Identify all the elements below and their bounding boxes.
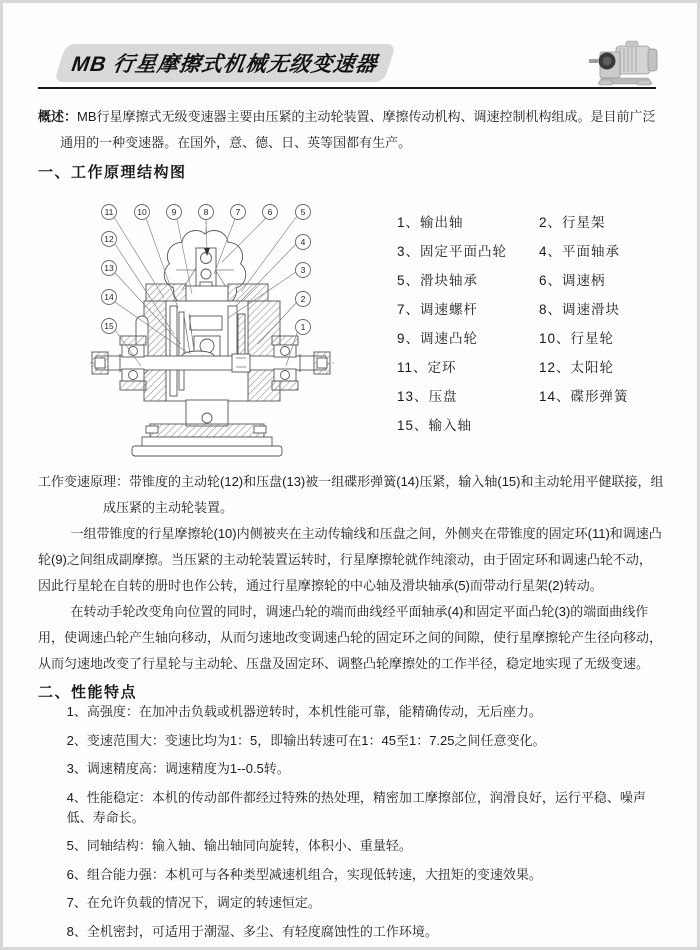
svg-text:1: 1: [300, 322, 306, 332]
svg-text:8: 8: [203, 207, 209, 217]
callout-12: [102, 232, 117, 247]
callout-5: [296, 205, 311, 220]
part-item: 2、行星架: [539, 215, 606, 230]
part-item: 6、调速柄: [539, 273, 606, 288]
part-item: 1、输出轴: [397, 215, 464, 230]
overview-label: 概述：: [38, 109, 78, 124]
feature-item: 3、调速精度高：调速精度为1--0.5转。: [66, 761, 290, 776]
svg-text:12: 12: [104, 234, 114, 244]
callout-8: [199, 205, 214, 220]
feature-item: 7、在允许负载的情况下，调定的转速恒定。: [66, 895, 321, 910]
part-item: 9、调速凸轮: [397, 331, 479, 346]
part-item: 13、压盘: [397, 389, 458, 404]
parts-legend: [397, 214, 687, 435]
page-title: MB 行星摩擦式机械无级变速器: [70, 53, 380, 76]
section1-heading: 一、工作原理结构图: [38, 164, 187, 181]
principle-paragraph-1: [38, 469, 664, 521]
part-item: 3、固定平面凸轮: [397, 244, 508, 259]
callout-7: [231, 205, 246, 220]
part-item: 10、行星轮: [539, 331, 615, 346]
part-item: 8、调速滑块: [539, 302, 621, 317]
principle-paragraph-2: 一组带锥度的行星摩擦轮(10)内侧被夹在主动传输线和压盘之间，外侧夹在带锥度的固定环(11)和调速凸轮(9)之间组成副摩擦。当压紧的主动轮装置运转时，行星摩擦轮就作纯滚动，由于固定环和调速凸轮不动，因此行星轮在自转的册时也作公转，通过行星摩擦轮的中心轴及滑块轴承(5)而带动行星架(2)转动。: [38, 526, 662, 593]
top-cover-left: [146, 284, 186, 301]
svg-text:9: 9: [171, 207, 177, 217]
part-item: 15、输入轴: [397, 418, 473, 433]
working-principle: [38, 469, 664, 677]
main-shaft: [96, 356, 326, 370]
callout-6: [263, 205, 278, 220]
svg-text:15: 15: [104, 321, 114, 331]
overview-text: MB行星摩擦式无级变速器主要由压紧的主动轮装置、摩擦传动机构、调速控制机构组成。是目前广泛通用的一种变速器。在国外，意、德、日、英等国都有生产。: [60, 109, 656, 150]
svg-text:7: 7: [235, 207, 241, 217]
part-item: 12、太阳轮: [539, 360, 615, 375]
callout-3: [296, 263, 311, 278]
part-item: 5、滑块轴承: [397, 273, 479, 288]
structure-diagram: [86, 196, 338, 468]
svg-text:6: 6: [267, 207, 273, 217]
callout-10: [135, 205, 150, 220]
callout-15: [102, 319, 117, 334]
svg-text:4: 4: [300, 237, 306, 247]
svg-text:10: 10: [137, 207, 147, 217]
principle-text: 带锥度的主动轮(12)和压盘(13)被一组碟形弹簧(14)压紧，输入轴(15)和主动轮用平健联接，组成压紧的主动轮装置。: [103, 474, 664, 515]
svg-text:5: 5: [300, 207, 306, 217]
feature-item: 6、组合能力强：本机可与各种类型减速机组合，实现低转速，大扭矩的变速效果。: [66, 866, 542, 882]
callout-2: [296, 292, 311, 307]
svg-text:14: 14: [104, 292, 114, 302]
section2-heading: 二、性能特点: [38, 684, 138, 701]
feature-item: 1、高强度：在加冲击负载或机器逆转时，本机性能可靠，能精确传动，无后座力。: [66, 704, 542, 719]
features-list: [38, 702, 662, 950]
feature-item: 2、变速范围大：变速比均为1：5，即输出转速可在1：45至1：7.25之间任意变化。: [66, 732, 546, 748]
foot-plate: [132, 446, 282, 456]
pedestal: [142, 437, 272, 446]
feature-item: 4、性能稳定：本机的传动部件都经过特殊的热处理，精密加工摩擦部位，润滑良好，运行平稳、噪声低、寿命长。: [66, 789, 646, 825]
svg-text:2: 2: [300, 294, 306, 304]
callout-9: [167, 205, 182, 220]
page-title-badge: [54, 44, 396, 82]
callout-1: [296, 320, 311, 335]
part-item: 14、碟形弹簧: [539, 389, 629, 404]
svg-text:13: 13: [104, 263, 114, 273]
svg-text:3: 3: [300, 265, 306, 275]
overview-paragraph: [38, 104, 662, 156]
feature-item: 5、同轴结构：输入轴、输出轴同向旋转，体积小、重量轻。: [66, 838, 412, 853]
top-cover-right: [228, 284, 268, 301]
part-item: 11、定环: [397, 360, 457, 375]
header-divider: [38, 87, 656, 89]
principle-paragraph-3: 在转动手轮改变角向位置的同时，调速凸轮的端而曲线经平面轴承(4)和固定平面凸轮(3)的端面曲线作用，使调速凸轮产生轴向移动，从而匀速地改变调速凸轮的固定环之间的间隙，使行星摩擦轮产生径向移动，从而匀速地改变了行星轮与主动轮、压盘及固定环、调整凸轮摩擦处的工作半径，稳定地实现了无级变速。: [38, 604, 663, 671]
gear-motor-photo: [586, 36, 664, 88]
principle-label: 工作变速原理：: [38, 474, 130, 489]
feature-item: 8、全机密封，可适用于潮湿、多尘、有轻度腐蚀性的工作环境。: [66, 923, 438, 939]
base-block: [150, 424, 264, 437]
svg-text:11: 11: [104, 207, 114, 217]
callout-11: [102, 205, 117, 220]
callout-14: [102, 290, 117, 305]
callout-4: [296, 235, 311, 250]
part-item: 4、平面轴承: [539, 244, 621, 259]
callout-13: [102, 261, 117, 276]
part-item: 7、调速螺杆: [397, 302, 479, 317]
